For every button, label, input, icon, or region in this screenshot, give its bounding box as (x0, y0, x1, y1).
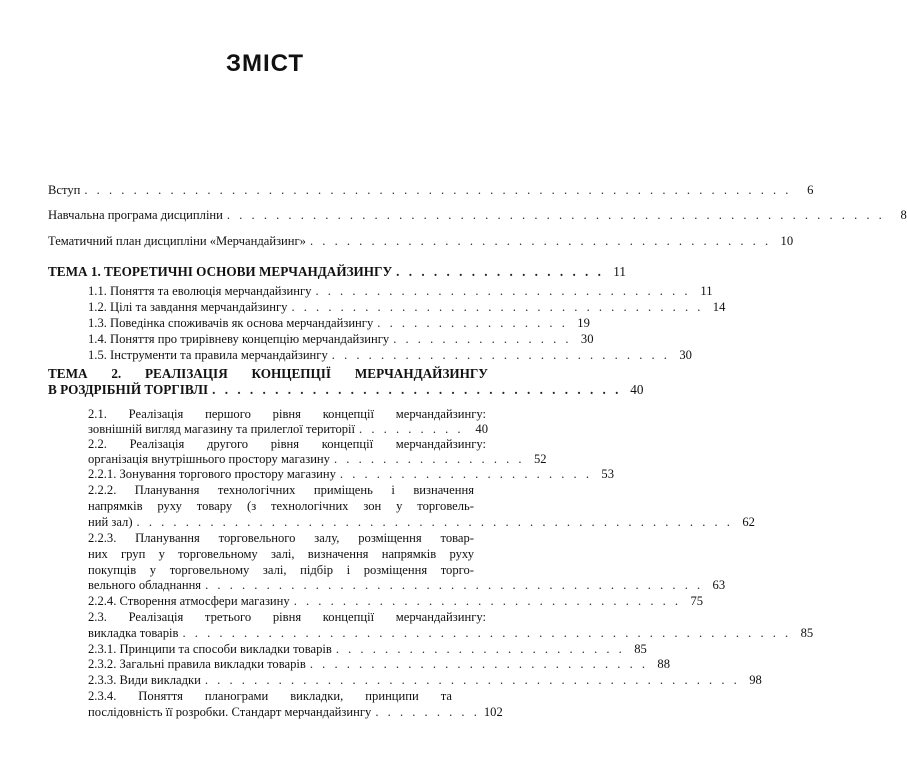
toc-entry-title: ний зал) (88, 515, 133, 529)
toc-entry-plan[interactable] (48, 234, 794, 250)
toc-page-number: 19 (577, 316, 590, 330)
toc-entry-2-1-line1[interactable]: 2.1. Реалізація першого рівня концепції мерчандайзингу: (88, 407, 486, 421)
toc-entry-1-3[interactable] (88, 316, 590, 332)
page-title: ЗМІСТ (225, 50, 305, 77)
toc-entry-title: вельного обладнання (88, 578, 202, 592)
toc-entry-2-3-3[interactable] (88, 673, 762, 689)
toc-entry-2-2-3-line2[interactable]: них груп у торговельному залі, визначення напрямків руху (88, 547, 474, 561)
toc-entry-2-3-4-line1[interactable]: 2.3.4. Поняття планограми викладки, принципи та (88, 689, 452, 703)
leader-dots: . . . . . . . . . . . . . . . . . . . . . . . . . . . . . . . . . (212, 382, 622, 397)
toc-entry-1-2[interactable] (88, 300, 726, 316)
toc-entry-2-2-3[interactable] (88, 578, 726, 594)
toc-page-number: 30 (679, 348, 692, 362)
toc-entry-2-2-1[interactable] (88, 467, 614, 483)
toc-page-number: 98 (749, 673, 762, 687)
toc-entry-2-2-line1[interactable]: 2.2. Реалізація другого рівня концепції мерчандайзингу: (88, 437, 486, 451)
toc-page-number: 14 (712, 300, 726, 314)
leader-dots: . . . . . . . . . . . . . . . . . (396, 264, 604, 279)
toc-entry-title: зовнішній вигляд магазину та прилеглої території (88, 422, 356, 436)
toc-page-number: 11 (613, 264, 626, 279)
leader-dots: . . . . . . . . . . . . . . . . . . . . . . . . . . . . . . . (315, 284, 691, 298)
toc-entry-title: 1.4. Поняття про трирівневу концепцію мерчандайзингу (88, 332, 390, 346)
toc-entry-2-1[interactable] (88, 422, 488, 438)
toc-entry-title: Навчальна програма дисципліни (48, 208, 223, 222)
toc-page-number: 40 (475, 422, 488, 436)
toc-entry-title: 2.2.1. Зонування торгового простору магазину (88, 467, 336, 481)
toc-topic-title: ТЕМА 1. ТЕОРЕТИЧНІ ОСНОВИ МЕРЧАНДАЙЗИНГУ (48, 264, 393, 279)
toc-page-number: 10 (780, 234, 794, 248)
toc-entry-2-2-3-line3[interactable]: покупців у торговельному залі, підбір і розміщення торго- (88, 563, 474, 577)
leader-dots: . . . . . . . . . . . . . . . . . . . . . . . . . . . . . . . . . . . . . . . . . . . . . . . . . . (182, 626, 792, 640)
toc-page-number: 30 (580, 332, 594, 346)
toc-entry-2-2-4[interactable] (88, 594, 704, 610)
leader-dots: . . . . . . . . . . . . . . . . . . . . . . . . . . . . (331, 348, 670, 362)
toc-entry-program[interactable] (48, 208, 907, 224)
leader-dots: . . . . . . . . . . . . . . . . . . . . . . . . . . . . . . . . . . . . . . (309, 234, 772, 248)
toc-page-number: 11 (700, 284, 713, 298)
leader-dots: . . . . . . . . . . . . . . . . . . . . . . . . . . . . . . . . . . . . . . . . . (205, 578, 704, 592)
leader-dots: . . . . . . . . . (375, 705, 480, 719)
toc-entry-1-1[interactable] (88, 284, 713, 300)
leader-dots: . . . . . . . . . . . . . . . . . . . . . . . . (335, 642, 625, 656)
toc-entry-title: 1.3. Поведінка споживачів як основа мерчандайзингу (88, 316, 374, 330)
toc-entry-title: 2.3.3. Види викладки (88, 673, 201, 687)
toc-page-number: 102 (483, 705, 503, 719)
toc-topic-title: В РОЗДРІБНІЙ ТОРГІВЛІ (48, 382, 209, 397)
toc-entry-2-3-2[interactable] (88, 657, 671, 673)
leader-dots: . . . . . . . . . . . . . . . . . . . . . . . . . . . . . . . . . . . . . . . . . . . . . . . . . . . . . . . . . . (84, 183, 792, 197)
toc-page-number: 75 (690, 594, 704, 608)
toc-entry-title: 1.2. Цілі та завдання мерчандайзингу (88, 300, 288, 314)
leader-dots: . . . . . . . . . . . . . . . . . . . . . . . . . . . . . . . . (293, 594, 682, 608)
toc-entry-title: послідовність її розробки. Стандарт мерчандайзингу (88, 705, 372, 719)
toc-topic-1[interactable] (48, 264, 626, 280)
leader-dots: . . . . . . . . . . . . . . . . . . . . . . . . . . . . (309, 657, 649, 671)
toc-entry-title: Тематичний план дисципліни «Мерчандайзинг» (48, 234, 306, 248)
leader-dots: . . . . . . . . . . . . . . . . . . . . . . . . . . . . . . . . . . . . . . . . . . . . . . . . . . . . . . (226, 208, 885, 222)
toc-entry-title: 2.2.4. Створення атмосфери магазину (88, 594, 290, 608)
toc-topic-2[interactable] (48, 382, 644, 398)
toc-entry-2-2[interactable] (88, 452, 547, 468)
leader-dots: . . . . . . . . . . . . . . . . (333, 452, 525, 466)
leader-dots: . . . . . . . . . . . . . . . . . . . . . (339, 467, 592, 481)
toc-entry-1-5[interactable] (88, 348, 692, 364)
toc-page-number: 53 (601, 467, 614, 481)
toc-entry-title: 1.5. Інструменти та правила мерчандайзингу (88, 348, 328, 362)
leader-dots: . . . . . . . . . . . . . . . . (377, 316, 568, 330)
toc-entry-intro[interactable] (48, 183, 814, 199)
toc-page-number: 62 (742, 515, 755, 529)
leader-dots: . . . . . . . . . . . . . . . . . . . . . . . . . . . . . . . . . . (291, 300, 704, 314)
toc-page-number: 6 (807, 183, 814, 197)
toc-entry-title: 2.3.1. Принципи та способи викладки товарів (88, 642, 332, 656)
toc-entry-title: 2.3.2. Загальні правила викладки товарів (88, 657, 306, 671)
toc-topic-2-line1[interactable]: ТЕМА 2. РЕАЛІЗАЦІЯ КОНЦЕПЦІЇ МЕРЧАНДАЙЗИНГУ (48, 366, 488, 381)
toc-entry-2-2-2-line1[interactable]: 2.2.2. Планування технологічних приміщень і визначення (88, 483, 474, 497)
toc-page-number: 52 (533, 452, 547, 466)
toc-entry-2-2-2-line2[interactable]: напрямків руху товару (з технологічних зон у торговель- (88, 499, 474, 513)
toc-entry-2-3-line1[interactable]: 2.3. Реалізація третього рівня концепції мерчандайзингу: (88, 610, 486, 624)
toc-entry-title: організація внутрішнього простору магазину (88, 452, 330, 466)
leader-dots: . . . . . . . . . . . . . . . (393, 332, 572, 346)
toc-entry-title: Вступ (48, 183, 81, 197)
toc-entry-1-4[interactable] (88, 332, 594, 348)
leader-dots: . . . . . . . . . . . . . . . . . . . . . . . . . . . . . . . . . . . . . . . . . . . . (204, 673, 740, 687)
toc-entry-title: викладка товарів (88, 626, 179, 640)
toc-page-number: 88 (657, 657, 671, 671)
leader-dots: . . . . . . . . . . . . . . . . . . . . . . . . . . . . . . . . . . . . . . . . . . . . . . . . . (136, 515, 733, 529)
toc-entry-2-3-4[interactable] (88, 705, 503, 721)
toc-page-number: 63 (712, 578, 726, 592)
toc-page-number: 40 (630, 382, 644, 397)
toc-page-number: 85 (634, 642, 647, 656)
toc-entry-2-2-3-line1[interactable]: 2.2.3. Планування торговельного залу, розміщення товар- (88, 531, 474, 545)
toc-entry-2-2-2[interactable] (88, 515, 755, 531)
toc-entry-2-3-1[interactable] (88, 642, 647, 658)
leader-dots: . . . . . . . . . (359, 422, 464, 436)
toc-page-number: 8 (900, 208, 907, 222)
toc-page-number: 85 (800, 626, 814, 640)
toc-entry-title: 1.1. Поняття та еволюція мерчандайзингу (88, 284, 312, 298)
toc-entry-2-3[interactable] (88, 626, 814, 642)
